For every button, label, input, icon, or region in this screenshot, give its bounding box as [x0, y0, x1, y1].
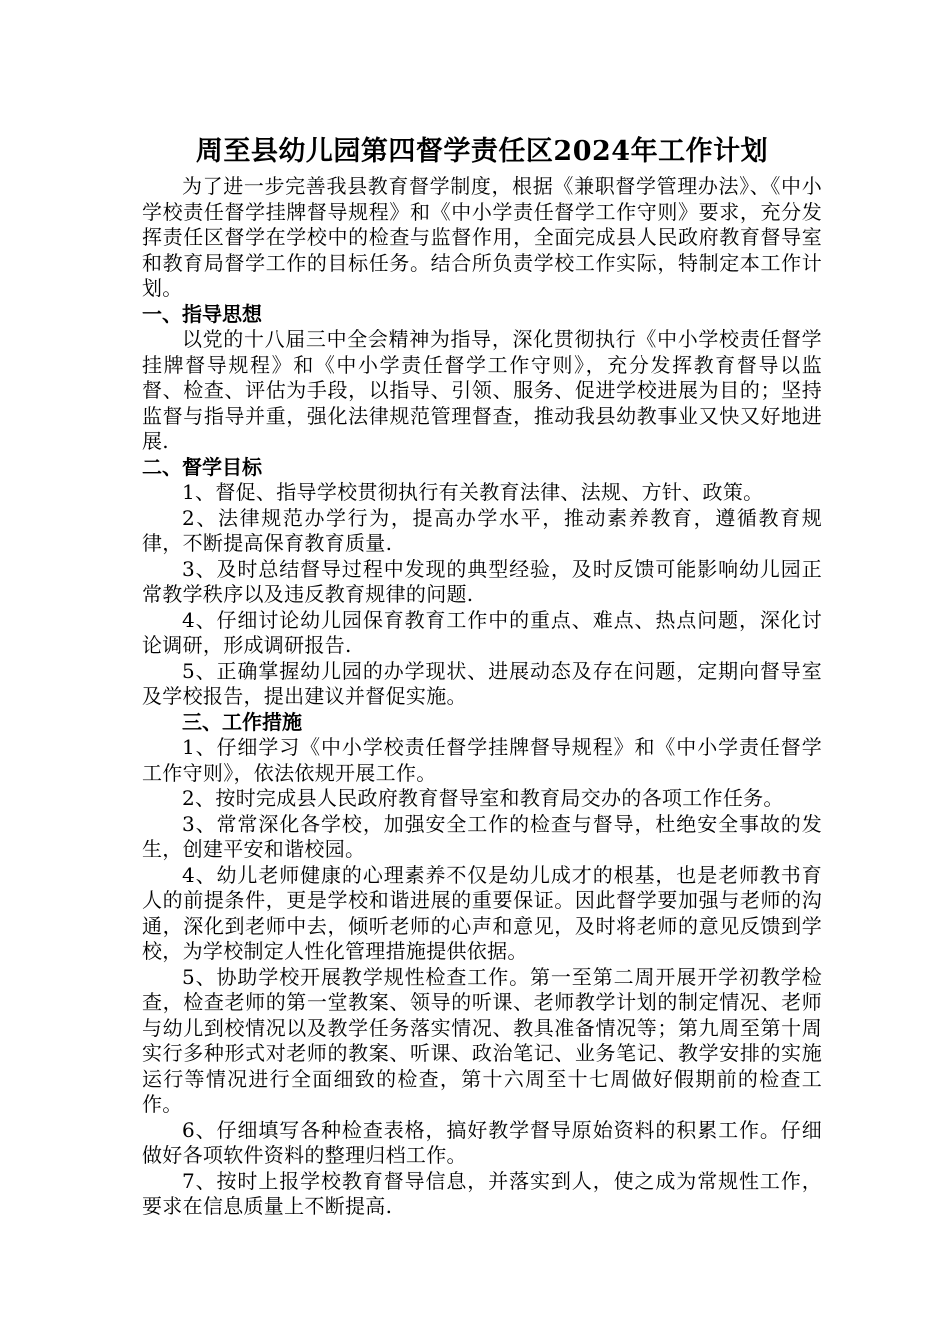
measure-item-1: 1、仔细学习《中小学校责任督学挂牌督导规程》和《中小学责任督学工作守则》，依法依规开展工作。 — [142, 735, 822, 785]
section-heading-goals: 二、督学目标 — [142, 454, 262, 479]
goal-item-2: 2、法律规范办学行为，提高办学水平，推动素养教育，遵循教育规律，不断提高保育教育质量. — [142, 505, 822, 555]
document-page — [142, 130, 822, 1220]
goal-item-1: 1、督促、指导学校贯彻执行有关教育法律、法规、方针、政策。 — [182, 480, 764, 504]
measure-item-2: 2、按时完成县人民政府教育督导室和教育局交办的各项工作任务。 — [182, 786, 784, 810]
measure-item-3: 3、常常深化各学校，加强安全工作的检查与督导，杜绝安全事故的发生，创建平安和谐校园。 — [142, 811, 822, 861]
measure-item-7: 7、按时上报学校教育督导信息，并落实到人，使之成为常规性工作，要求在信息质量上不断提高. — [142, 1168, 822, 1218]
goal-item-3: 3、及时总结督导过程中发现的典型经验，及时反馈可能影响幼儿园正常教学秩序以及违反教育规律的问题. — [142, 556, 822, 606]
intro-paragraph: 为了进一步完善我县教育督学制度，根据《兼职督学管理办法》、《中小学校责任督学挂牌督导规程》和《中小学责任督学工作守则》要求，充分发挥责任区督学在学校中的检查与监督作用，全面完成县人民政府教育督导室和教育局督学工作的目标任务。结合所负责学校工作实际，特制定本工作计划。 — [142, 174, 822, 300]
measure-item-4: 4、幼儿老师健康的心理素养不仅是幼儿成才的根基，也是老师教书育人的前提条件，更是学校和谐进展的重要保证。因此督学要加强与老师的沟通，深化到老师中去，倾听老师的心声和意见，及时将老师的意见反馈到学校，为学校制定人性化管理措施提供依据。 — [142, 862, 822, 963]
document-title: 周至县幼儿园第四督学责任区2024年工作计划 — [195, 136, 769, 167]
goal-item-5: 5、正确掌握幼儿园的办学现状、进展动态及存在问题，定期向督导室及学校报告，提出建议并督促实施。 — [142, 658, 822, 708]
guiding-thought-paragraph: 以党的十八届三中全会精神为指导，深化贯彻执行《中小学校责任督学挂牌督导规程》和《中小学责任督学工作守则》，充分发挥教育督导以监督、检查、评估为手段，以指导、引领、服务、促进学校进展为目的；坚持监督与指导并重，强化法律规范管理督查，推动我县幼教事业又快又好地进展. — [142, 327, 822, 453]
section-heading-measures: 三、工作措施 — [182, 709, 302, 734]
section-heading-guiding-thought: 一、指导思想 — [142, 301, 262, 326]
measure-item-6: 6、仔细填写各种检查表格，搞好教学督导原始资料的积累工作。仔细做好各项软件资料的整理归档工作。 — [142, 1117, 822, 1167]
goal-item-4: 4、仔细讨论幼儿园保育教育工作中的重点、难点、热点问题，深化讨论调研，形成调研报告. — [142, 607, 822, 657]
measure-item-5: 5、协助学校开展教学规性检查工作。第一至第二周开展开学初教学检查，检查老师的第一堂教案、领导的听课、老师教学计划的制定情况、老师与幼儿到校情况以及教学任务落实情况、教具准备情况等；第九周至第十周实行多种形式对老师的教案、听课、政治笔记、业务笔记、教学安排的实施运行等情况进行全面细致的检查，第十六周至十七周做好假期前的检查工作。 — [142, 964, 822, 1116]
